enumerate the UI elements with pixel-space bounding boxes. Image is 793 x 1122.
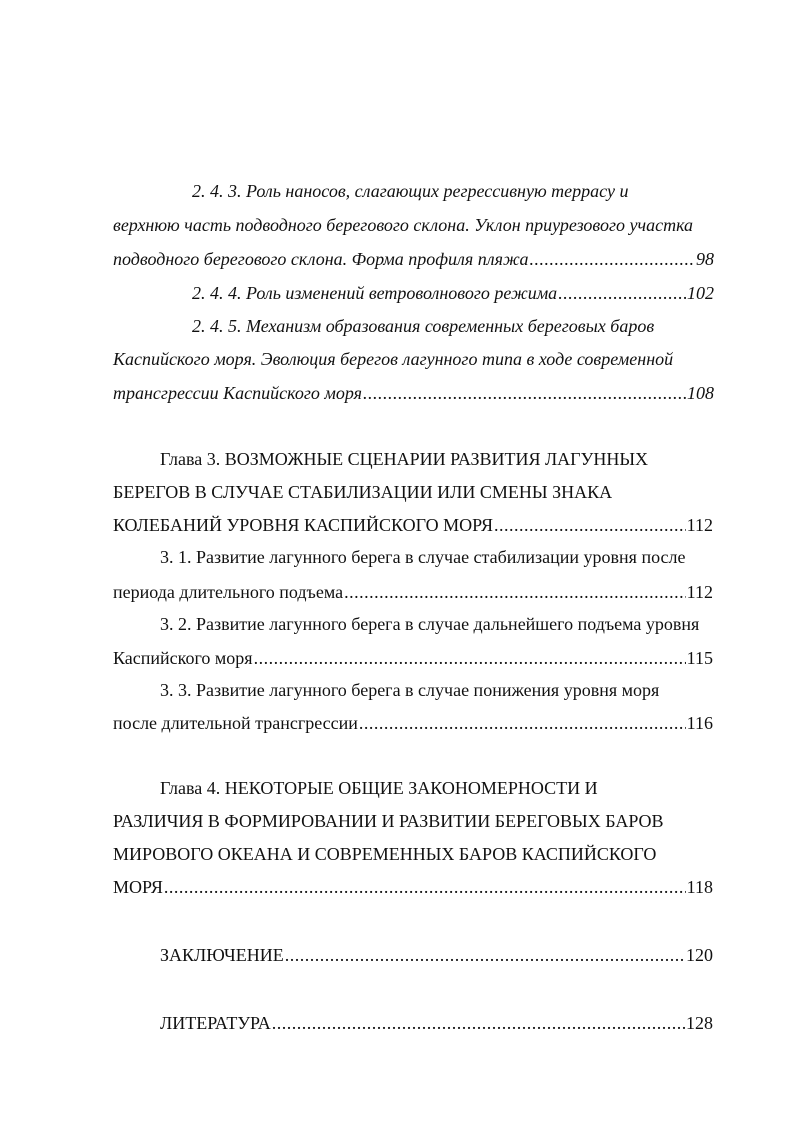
toc-chapter-3-line-3: КОЛЕБАНИЙ УРОВНЯ КАСПИЙСКОГО МОРЯ	[113, 515, 493, 535]
toc-literature-title: ЛИТЕРАТУРА	[160, 1013, 271, 1033]
toc-2-4-3-line-3: подводного берегового склона. Форма профиля пляжа	[113, 249, 529, 269]
toc-conclusion-page: 120	[686, 945, 713, 965]
dot-leader	[529, 248, 695, 270]
dot-leader	[344, 581, 686, 603]
dot-leader	[359, 712, 686, 734]
dot-leader	[164, 876, 686, 898]
toc-3-3-entry[interactable]	[113, 712, 713, 734]
dot-leader	[254, 647, 686, 669]
toc-2-4-3-page: 98	[696, 249, 714, 269]
toc-3-2-line-1: 3. 2. Развитие лагунного берега в случае дальнейшего подъема уровня	[160, 614, 700, 634]
toc-literature-entry[interactable]	[160, 1012, 713, 1034]
dot-leader	[363, 382, 686, 404]
toc-2-4-3-entry[interactable]	[113, 248, 714, 270]
toc-chapter-3-entry[interactable]	[113, 514, 713, 536]
toc-conclusion-entry[interactable]	[160, 944, 713, 966]
toc-2-4-4-entry[interactable]	[192, 282, 714, 304]
toc-3-1-page: 112	[686, 582, 713, 602]
toc-2-4-3-line-1: 2. 4. 3. Роль наносов, слагающих регрессивную террасу и	[192, 181, 629, 201]
toc-3-2-line-2: Каспийского моря	[113, 648, 253, 668]
toc-2-4-5-line-2: Каспийского моря. Эволюция берегов лагунного типа в ходе современной	[113, 349, 674, 369]
dot-leader	[272, 1012, 685, 1034]
toc-3-3-line-2: после длительной трансгрессии	[113, 713, 358, 733]
toc-conclusion-title: ЗАКЛЮЧЕНИЕ	[160, 945, 284, 965]
dot-leader	[285, 944, 685, 966]
toc-chapter-4-entry[interactable]	[113, 876, 713, 898]
toc-2-4-5-line-1: 2. 4. 5. Механизм образования современных береговых баров	[192, 316, 655, 336]
toc-2-4-5-entry[interactable]	[113, 382, 714, 404]
toc-3-2-page: 115	[686, 648, 713, 668]
toc-chapter-4-line-3: МИРОВОГО ОКЕАНА И СОВРЕМЕННЫХ БАРОВ КАСПИЙСКОГО	[113, 844, 657, 864]
toc-2-4-4-title: 2. 4. 4. Роль изменений ветроволнового режима	[192, 283, 558, 303]
toc-chapter-4-line-2: РАЗЛИЧИЯ В ФОРМИРОВАНИИ И РАЗВИТИИ БЕРЕГОВЫХ БАРОВ	[113, 811, 664, 831]
toc-chapter-4-line-1: Глава 4. НЕКОТОРЫЕ ОБЩИЕ ЗАКОНОМЕРНОСТИ И	[160, 778, 598, 798]
toc-3-1-line-2: периода длительного подъема	[113, 582, 344, 602]
toc-3-1-entry[interactable]	[113, 581, 713, 603]
toc-2-4-5-page: 108	[687, 383, 714, 403]
toc-3-1-line-1: 3. 1. Развитие лагунного берега в случае стабилизации уровня после	[160, 547, 686, 567]
toc-chapter-3-line-1: Глава 3. ВОЗМОЖНЫЕ СЦЕНАРИИ РАЗВИТИЯ ЛАГУННЫХ	[160, 449, 649, 469]
toc-chapter-3-line-2: БЕРЕГОВ В СЛУЧАЕ СТАБИЛИЗАЦИИ ИЛИ СМЕНЫ ЗНАКА	[113, 482, 613, 502]
toc-3-3-line-1: 3. 3. Развитие лагунного берега в случае понижения уровня моря	[160, 680, 660, 700]
toc-2-4-5-line-3: трансгрессии Каспийского моря	[113, 383, 362, 403]
toc-2-4-4-page: 102	[687, 283, 714, 303]
toc-literature-page: 128	[686, 1013, 713, 1033]
toc-2-4-3-line-2: верхнюю часть подводного берегового склона. Уклон приурезового участка	[113, 215, 694, 235]
dot-leader	[494, 514, 686, 536]
dot-leader	[558, 282, 686, 304]
toc-chapter-4-page: 118	[686, 877, 713, 897]
toc-chapter-4-line-4: МОРЯ	[113, 877, 163, 897]
toc-chapter-3-page: 112	[686, 515, 713, 535]
toc-3-2-entry[interactable]	[113, 647, 713, 669]
toc-3-3-page: 116	[686, 713, 713, 733]
